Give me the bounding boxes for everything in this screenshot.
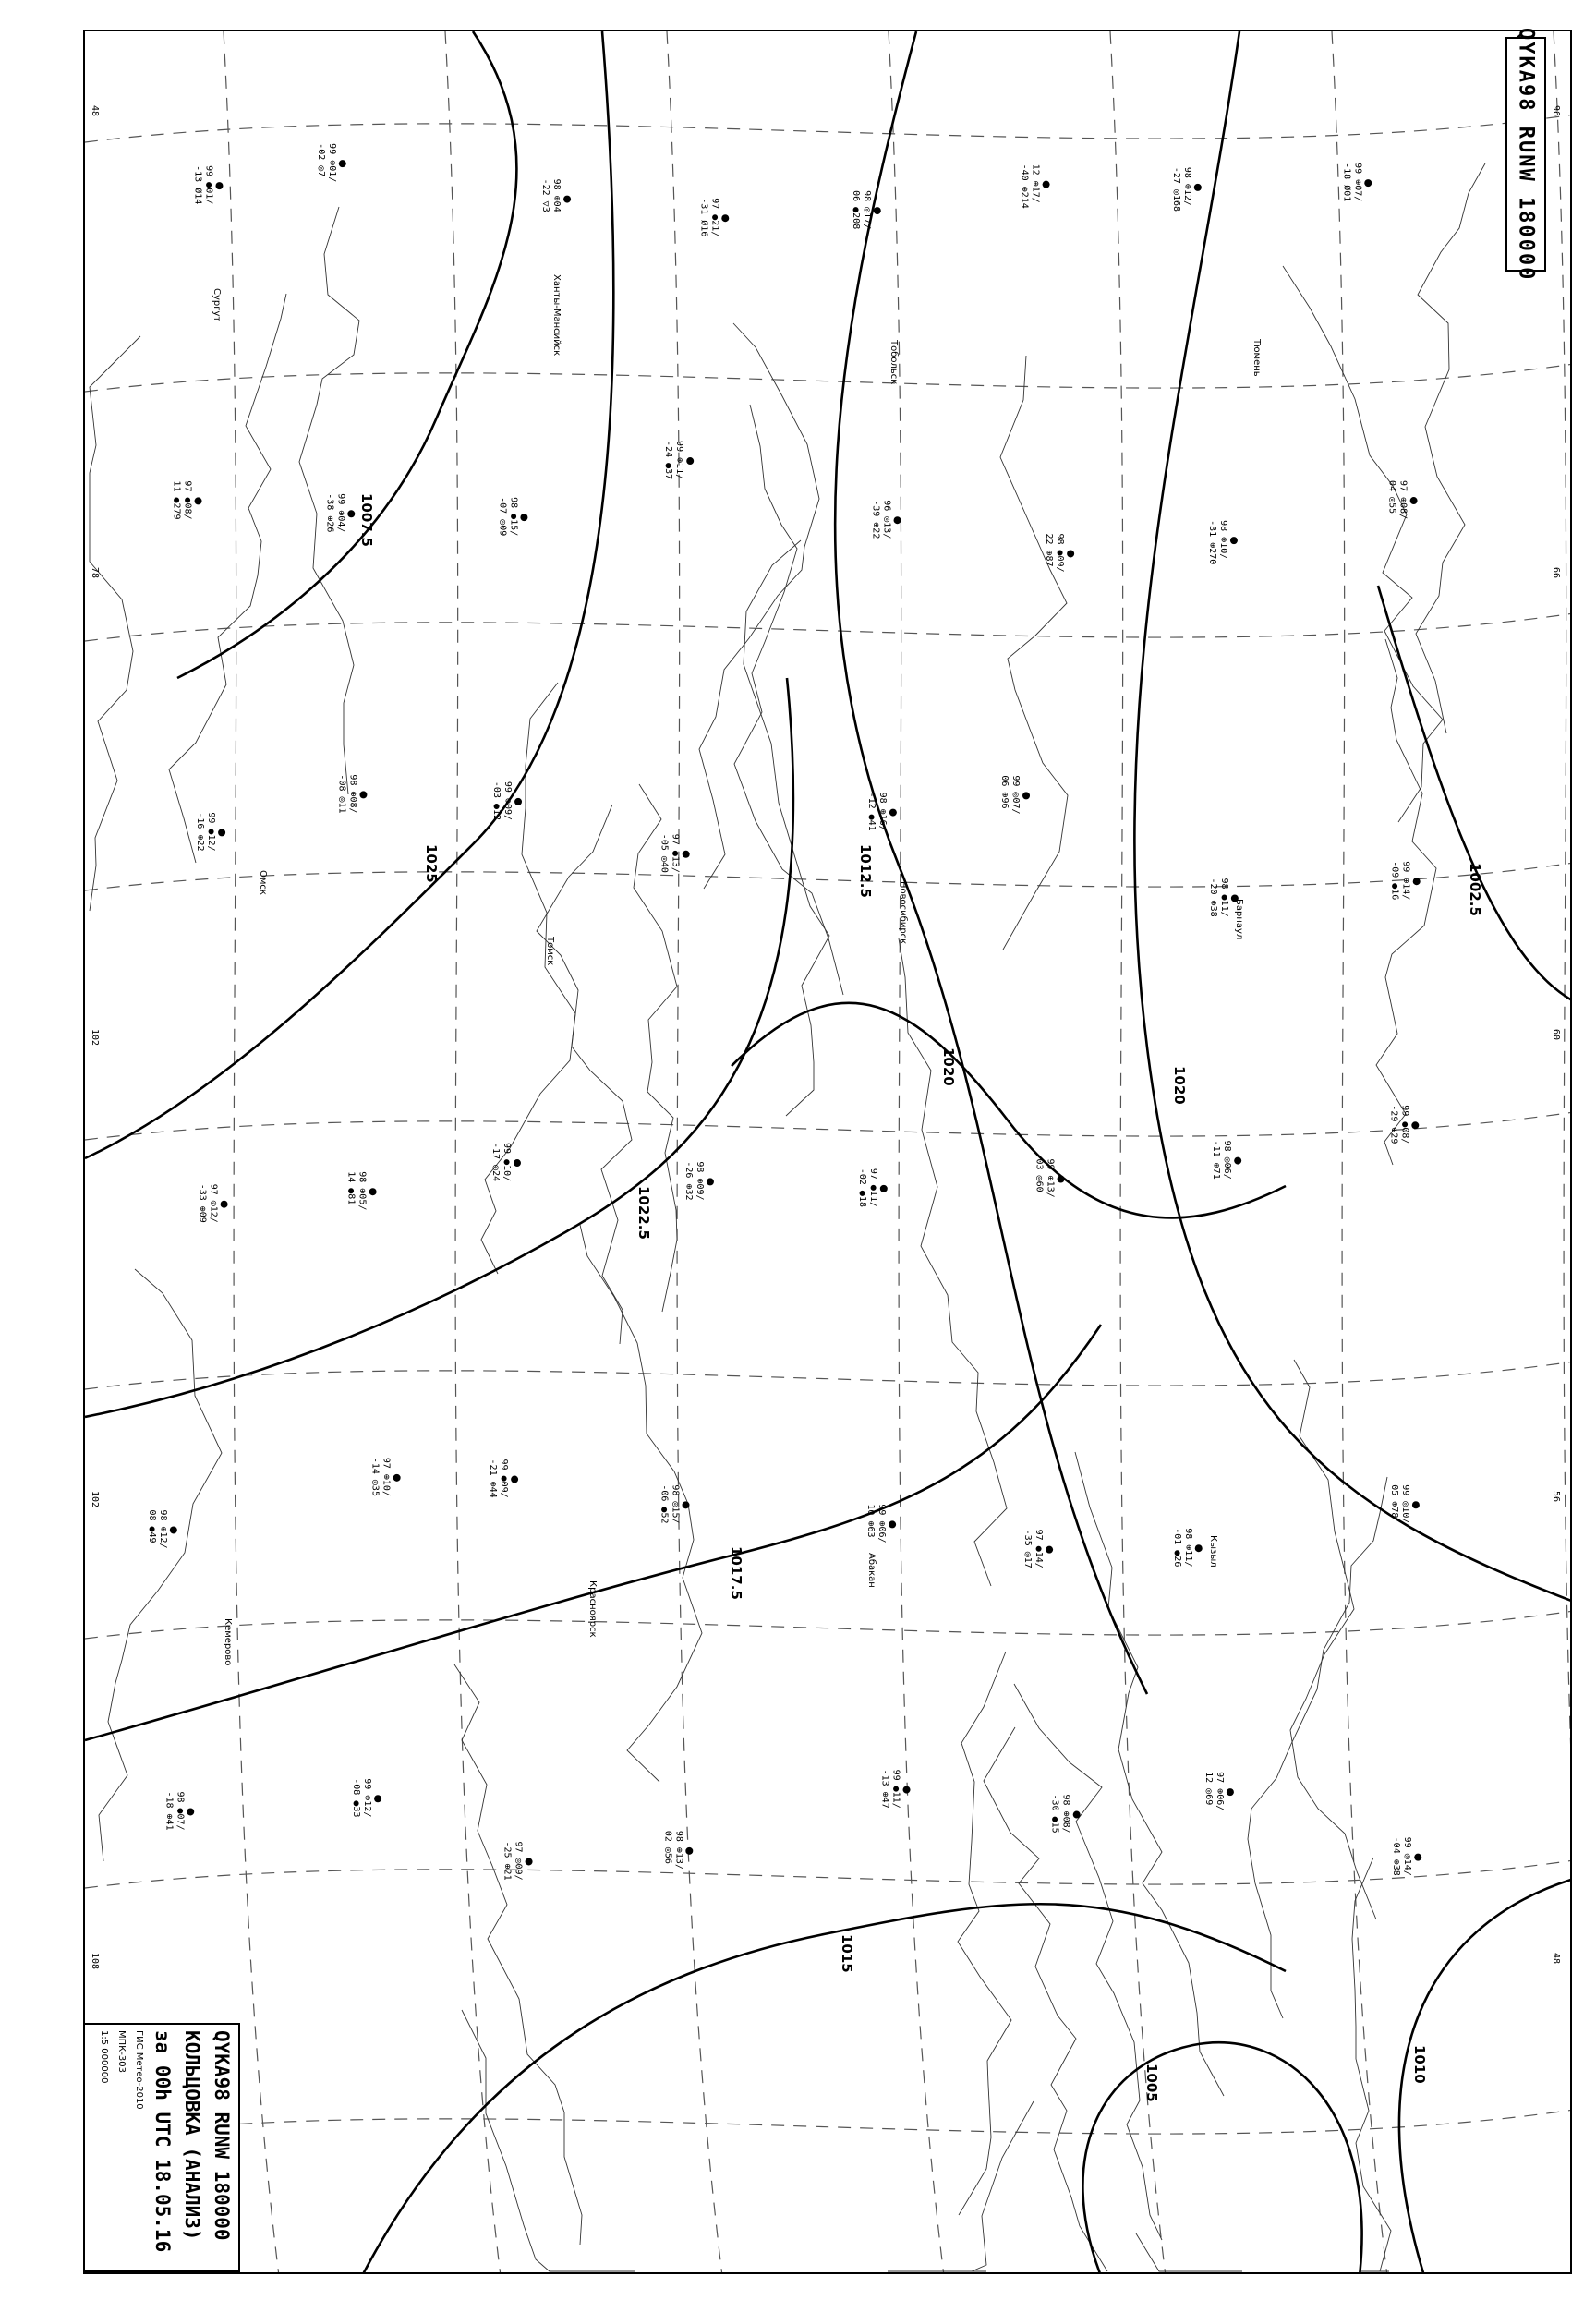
station-plot	[1389, 1484, 1420, 1523]
station-value: 11 ●279	[171, 480, 182, 520]
station-value: -31 ⊕270	[1206, 520, 1217, 565]
station-value: 98 ◎06/	[1222, 1140, 1233, 1180]
station-value: 98 ⊕13/	[673, 1830, 684, 1870]
station-plots	[147, 143, 1421, 1880]
station-marker	[1073, 1811, 1081, 1819]
river-line	[899, 938, 1007, 1586]
station-marker	[170, 1526, 177, 1533]
river-line	[984, 1727, 1107, 2271]
station-value: -33 ⊕09	[197, 1183, 208, 1223]
station-value: 03 ◎60	[1034, 1158, 1045, 1192]
station-value: 99 ●11/	[890, 1769, 901, 1809]
river-line	[462, 2010, 635, 2271]
station-marker	[1410, 497, 1418, 504]
station-value: -22 ▽3	[540, 178, 551, 212]
station-value: 99 ⊕09/	[502, 781, 514, 821]
station-value: -30 ●15	[1049, 1794, 1060, 1834]
station-value: 99 ⊕01/	[326, 143, 337, 183]
station-marker	[514, 1159, 521, 1167]
city-label: Томск	[545, 937, 555, 966]
station-value: 99 ⊕04/	[335, 493, 346, 533]
station-value: 08 ●49	[146, 1509, 157, 1543]
station-marker	[707, 1178, 714, 1185]
station-value: -25 ⊕21	[502, 1841, 513, 1881]
station-marker	[393, 1474, 401, 1482]
station-marker	[369, 1188, 377, 1195]
station-plot	[1203, 1772, 1234, 1810]
station-value: 98 ⊕05/	[357, 1171, 368, 1211]
station-plot	[659, 834, 690, 873]
isobar-label: 1012.5	[857, 844, 874, 898]
station-marker	[889, 1520, 896, 1528]
station-plot	[192, 165, 223, 204]
station-value: -31 Ø16	[698, 198, 709, 237]
station-marker	[1412, 1501, 1420, 1508]
station-value: -29 ⊕29	[1388, 1105, 1399, 1144]
isobar-label: 1005	[1143, 2064, 1160, 2102]
title-scale: 1:5 000000	[99, 2030, 109, 2084]
station-value: 02 ◎56	[662, 1830, 673, 1864]
isobar-label: 1020	[940, 1047, 957, 1086]
station-value: 97 ●13/	[670, 833, 681, 873]
station-marker	[1067, 550, 1074, 557]
station-value: 98 ●09/	[1055, 533, 1066, 573]
city-label: Барнаул	[1234, 899, 1244, 940]
station-marker	[359, 791, 367, 798]
isobar-label: 1007.5	[358, 493, 375, 547]
station-plot	[1050, 1795, 1081, 1834]
station-value: -38 ⊕26	[324, 493, 335, 533]
station-plot	[488, 1459, 518, 1498]
isobar	[1082, 2042, 1361, 2274]
station-marker	[526, 1858, 533, 1865]
isobar	[1378, 586, 1572, 1001]
station-plot	[490, 1143, 521, 1181]
station-value: -11 ⊕71	[1211, 1140, 1222, 1180]
station-value: -09 ●16	[1389, 861, 1400, 901]
title-name: КОЛЬЦОВКА (АНАЛИЗ)	[181, 2030, 203, 2241]
station-value: 06 ⊕96	[999, 775, 1010, 809]
station-plot	[346, 1171, 377, 1210]
station-marker	[347, 510, 355, 517]
city-label: Ханты-Мансийск	[551, 274, 562, 357]
station-marker	[374, 1795, 381, 1802]
isobars	[85, 31, 1572, 2274]
isobar-label: 1017.5	[728, 1546, 744, 1600]
station-value: -16 ⊕22	[195, 812, 206, 852]
station-value: -18 ⊕41	[163, 1791, 175, 1831]
station-value: 98 ⊕08/	[1060, 1794, 1071, 1834]
margin-tick: 48	[90, 105, 100, 117]
graticule	[85, 31, 1572, 2274]
title-block	[83, 2023, 240, 2272]
station-value: 98 ⊕09/	[694, 1161, 705, 1201]
station-plot	[316, 143, 346, 182]
isobar-label: 1015	[839, 1934, 855, 1973]
station-marker	[1413, 878, 1421, 885]
station-marker	[520, 514, 527, 521]
station-plot	[1022, 1530, 1053, 1568]
station-plot	[336, 774, 367, 813]
river-line	[454, 1664, 582, 2245]
station-value: -08 ◎11	[336, 774, 347, 814]
station-marker	[563, 196, 571, 203]
station-value: 99 ⊕12/	[362, 1778, 373, 1818]
station-plot	[351, 1778, 381, 1817]
station-plot	[1387, 480, 1418, 519]
station-plot	[497, 497, 527, 536]
station-value: -35 ◎17	[1022, 1529, 1034, 1568]
station-value: 98 ●11/	[1218, 878, 1229, 917]
station-value: -39 ⊕22	[870, 500, 881, 539]
station-value: -07 ◎09	[497, 497, 508, 537]
map-labels	[90, 105, 1561, 1969]
station-value: 97 ◎12/	[208, 1183, 219, 1223]
station-value: 97 ⊕08/	[1397, 480, 1409, 520]
isobar	[85, 31, 613, 1158]
station-value: 98 ⊕04	[551, 178, 562, 212]
margin-tick: 66	[1551, 567, 1561, 579]
city-label: Абакан	[866, 1553, 877, 1588]
station-plot	[163, 1791, 194, 1830]
station-plot	[1388, 1105, 1419, 1144]
station-marker	[1046, 1546, 1053, 1554]
station-plot	[1172, 1528, 1203, 1567]
station-value: 98 ⊕16/	[877, 792, 888, 831]
station-value: 99 ◎07/	[1010, 775, 1022, 815]
station-value: 96 ◎13/	[881, 500, 892, 539]
station-marker	[1194, 184, 1202, 191]
station-value: 98 ●15/	[508, 497, 519, 537]
margin-tick: 78	[90, 567, 100, 579]
margin-tick: 96	[1551, 105, 1561, 117]
station-marker	[215, 182, 223, 189]
station-value: -17 ◎24	[490, 1143, 501, 1182]
station-plot	[195, 812, 225, 851]
latitude-line	[85, 364, 1572, 392]
station-value: 97 ●14/	[1034, 1529, 1045, 1568]
station-value: -06 ●52	[659, 1484, 670, 1524]
station-plot	[1390, 861, 1421, 900]
river-line	[1283, 266, 1443, 822]
river-line	[1136, 2233, 1242, 2271]
river-line	[1416, 163, 1485, 733]
isobar	[85, 678, 793, 1417]
coastlines	[85, 163, 1485, 2271]
city-label: Новосибирск	[898, 881, 908, 945]
map-canvas	[85, 31, 1572, 2274]
city-label: Сургут	[212, 288, 222, 322]
river-line	[90, 336, 140, 911]
isobar-label: 1002.5	[1467, 863, 1483, 916]
station-marker	[685, 1847, 693, 1855]
station-marker	[874, 207, 881, 214]
station-marker	[1195, 1544, 1203, 1552]
station-value: -18 Ø01	[1341, 163, 1352, 202]
longitude-line	[1332, 31, 1387, 2274]
station-plot	[1171, 167, 1202, 212]
station-plot	[324, 493, 355, 532]
station-value: -04 ⊕38	[1391, 1836, 1402, 1876]
station-marker	[1234, 1157, 1241, 1165]
station-marker	[339, 160, 346, 167]
station-value: 97 ●11/	[867, 1168, 878, 1208]
station-value: 14 ●81	[345, 1171, 357, 1205]
station-plot	[540, 179, 571, 212]
city-label: Кемерово	[223, 1618, 233, 1666]
station-value: -08 ●33	[351, 1778, 362, 1818]
station-plot	[1208, 878, 1239, 916]
title-software: ГИС Метео-2010	[134, 2030, 144, 2110]
station-marker	[880, 1185, 888, 1192]
station-value: 98 ◎17/	[861, 190, 872, 230]
station-plot	[1044, 533, 1074, 572]
river-line	[99, 1269, 222, 1861]
station-value: 99 ⊕06/	[877, 1504, 888, 1543]
station-marker	[1227, 1788, 1234, 1796]
station-value: 98 ⊕11/	[1182, 1528, 1193, 1568]
margin-tick: 48	[1551, 1953, 1561, 1965]
isobar-label: 1025	[423, 844, 440, 883]
bulletin-header	[1505, 27, 1546, 282]
station-value: 99 ●08/	[1399, 1105, 1410, 1144]
station-marker	[683, 1501, 690, 1508]
isobar	[732, 1003, 1286, 1218]
station-marker	[683, 851, 690, 858]
station-plot	[1341, 163, 1372, 201]
station-marker	[1364, 179, 1372, 187]
river-line	[958, 1652, 1011, 2215]
isobar	[835, 31, 1147, 1694]
isobar-label: 1010	[1411, 2045, 1428, 2084]
station-value: 98 ◎15/	[670, 1484, 681, 1524]
city-label: Тобольск	[889, 340, 899, 385]
station-plot	[659, 1484, 690, 1523]
station-value: 99 ●12/	[206, 812, 217, 852]
station-plot	[857, 1168, 888, 1207]
station-value: 05 ⊕78	[1388, 1484, 1399, 1519]
station-plot	[866, 793, 897, 831]
synoptic-map	[83, 27, 1572, 2274]
station-plot	[1020, 164, 1050, 209]
station-plot	[370, 1458, 401, 1496]
station-value: 99 ⊕07/	[1352, 163, 1363, 202]
station-marker	[889, 809, 897, 817]
station-value: -13 Ø14	[192, 165, 203, 205]
station-marker	[1058, 1175, 1065, 1182]
station-value: 97 ⊕10/	[381, 1457, 392, 1496]
station-value: 99 ⊕13/	[1045, 1158, 1056, 1198]
station-marker	[195, 497, 202, 504]
station-value: -13 ⊕47	[879, 1769, 890, 1809]
station-value: 99 ●09/	[499, 1459, 510, 1498]
station-marker	[894, 516, 901, 524]
river-line	[1014, 1684, 1162, 2240]
station-value: -12 ●41	[865, 792, 877, 831]
station-value: -01 ●26	[1171, 1528, 1182, 1568]
margin-tick: 108	[90, 1953, 100, 1970]
city-label: Кызыл	[1208, 1535, 1218, 1568]
longitude-line	[224, 31, 279, 2274]
station-value: 10 ⊕63	[865, 1504, 877, 1538]
station-value: 99 ●10/	[501, 1143, 512, 1182]
station-marker	[221, 1201, 228, 1208]
station-value: -14 ◎35	[369, 1457, 381, 1496]
station-marker	[514, 798, 522, 805]
latitude-line	[85, 1362, 1572, 1389]
station-plot	[999, 775, 1030, 814]
station-marker	[686, 457, 694, 465]
station-value: 99 ◎10/	[1399, 1484, 1410, 1524]
station-plot	[662, 1831, 693, 1870]
station-plot	[1211, 1141, 1241, 1180]
title-code: QYKA98 RUNW 180000	[211, 2030, 233, 2241]
station-plot	[865, 1504, 896, 1543]
latitude-line	[85, 1611, 1572, 1639]
station-value: 97 ⊕06/	[1214, 1772, 1225, 1811]
station-value: -05 ◎40	[659, 833, 670, 873]
river-line	[1290, 1360, 1376, 1919]
latitude-line	[85, 613, 1572, 641]
station-marker	[1043, 181, 1050, 188]
station-marker	[1411, 1121, 1419, 1129]
station-plot	[1207, 520, 1238, 564]
longitude-line	[1110, 31, 1166, 2274]
latitude-line	[85, 863, 1572, 890]
isobar-label: 1020	[1171, 1066, 1188, 1105]
station-marker	[1414, 1854, 1421, 1861]
station-plot	[663, 441, 694, 479]
station-value: -02 ◎7	[315, 143, 326, 177]
station-value: -02 ●18	[856, 1168, 867, 1208]
station-plot	[147, 1509, 177, 1548]
station-value: -03 ●12	[491, 781, 502, 821]
station-value: 97 ●08/	[182, 480, 193, 520]
station-value: 98 ●07/	[175, 1791, 186, 1831]
city-label: Омск	[258, 870, 268, 895]
margin-tick: 102	[90, 1029, 100, 1047]
station-value: -27 ◎168	[1170, 166, 1181, 212]
isobar-label: 1022.5	[635, 1186, 652, 1240]
river-line	[699, 323, 819, 889]
latitude-line	[85, 115, 1572, 142]
margin-tick: 102	[90, 1491, 100, 1508]
station-value: 99 ◎14/	[1402, 1836, 1413, 1876]
station-value: 12 ⊕17/	[1030, 163, 1041, 203]
station-plot	[683, 1161, 714, 1200]
station-value: 22 ⊕87	[1044, 533, 1055, 567]
station-value: 98 ⊕12/	[157, 1509, 168, 1549]
station-value: -21 ⊕44	[488, 1459, 499, 1498]
river-line	[888, 2101, 1034, 2271]
station-value: 98 ⊕12/	[1181, 166, 1192, 207]
city-label: Красноярск	[587, 1580, 598, 1638]
station-value: -26 ⊕32	[683, 1161, 694, 1201]
station-marker	[218, 829, 225, 836]
station-plot	[871, 500, 901, 539]
station-plot	[880, 1770, 911, 1809]
city-label: Тюмень	[1251, 339, 1262, 377]
station-value: 99 ⊕14/	[1400, 861, 1411, 901]
station-value: 99 ●01/	[203, 165, 214, 205]
latitude-line	[85, 1860, 1572, 1888]
station-marker	[1022, 792, 1030, 799]
station-value: 99 ⊕11/	[674, 441, 685, 480]
longitude-line	[1554, 31, 1572, 2274]
station-marker	[187, 1808, 194, 1815]
station-value: -20 ⊕38	[1207, 878, 1218, 917]
station-plot	[502, 1841, 533, 1880]
station-plot	[698, 198, 729, 236]
station-plot	[1391, 1837, 1421, 1876]
station-value: 06 ●208	[850, 190, 861, 230]
station-value: 97 ◎09/	[513, 1841, 524, 1881]
station-marker	[511, 1476, 518, 1483]
station-value: 04 ◎55	[1386, 480, 1397, 514]
station-value: 98 ⊕10/	[1217, 520, 1228, 560]
margin-tick: 60	[1551, 1029, 1561, 1041]
river-line	[1376, 639, 1436, 1165]
title-model: МПК-303	[116, 2030, 127, 2073]
title-date: за 00h UTC 18.05.16	[151, 2030, 174, 2253]
isobar	[85, 1325, 1101, 1740]
bulletin-code: QYKA98 RUNW 180000	[1514, 27, 1538, 282]
river-line	[1000, 356, 1068, 950]
river-line	[1248, 1477, 1387, 2018]
river-line	[1352, 1858, 1391, 2271]
station-plot	[198, 1184, 228, 1223]
latitude-line	[85, 2110, 1572, 2137]
station-value: -24 ●37	[663, 441, 674, 480]
river-line	[537, 805, 632, 1344]
station-marker	[1230, 537, 1238, 544]
station-value: 98 ⊕08/	[347, 774, 358, 814]
station-value: 12 ◎69	[1203, 1772, 1214, 1806]
station-marker	[903, 1786, 911, 1794]
margin-tick: 56	[1551, 1491, 1561, 1503]
station-value: 97 ●21/	[709, 198, 720, 237]
latitude-line	[85, 1112, 1572, 1140]
station-plot	[1034, 1158, 1065, 1197]
station-marker	[721, 214, 729, 222]
station-plot	[172, 480, 202, 519]
station-value: -40 ⊕214	[1019, 163, 1030, 209]
